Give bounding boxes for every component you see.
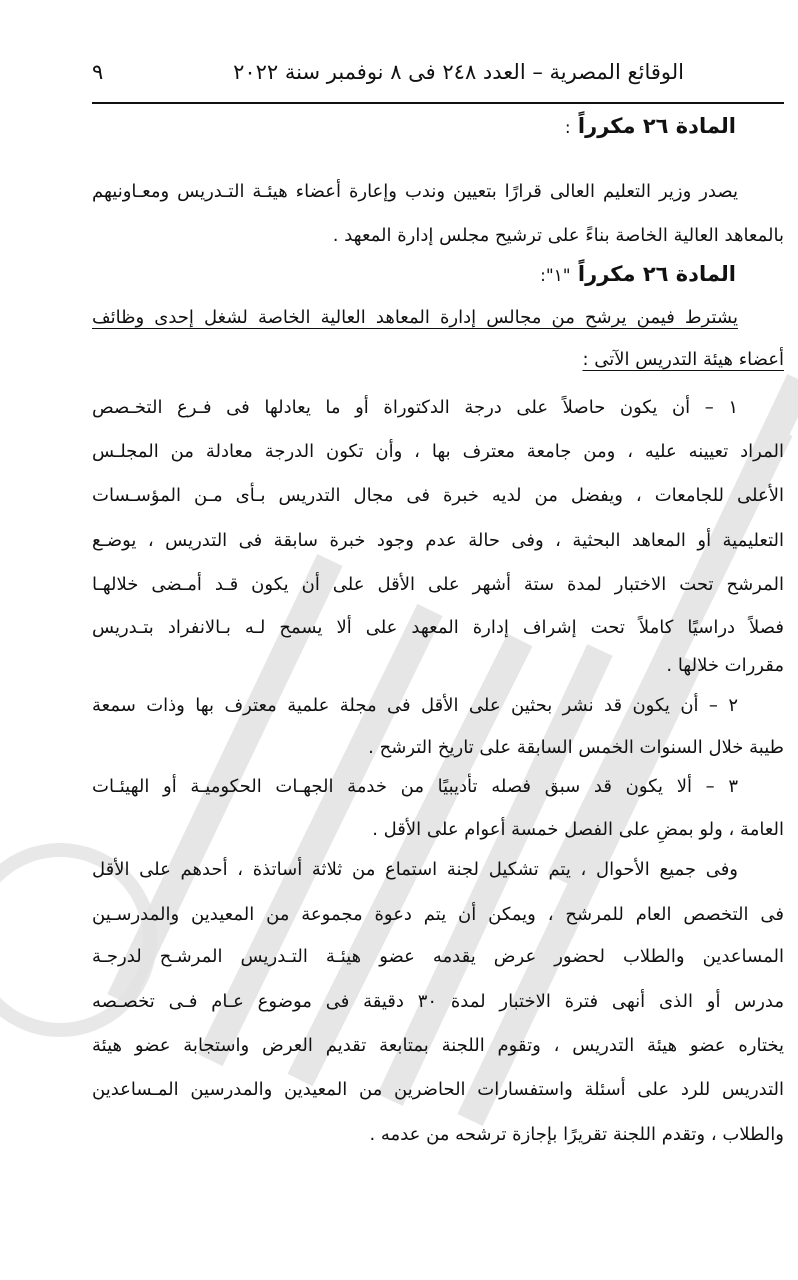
closing-line: والطلاب ، وتقدم اللجنة تقريرًا بإجازة ترشحه من عدمه .	[369, 1124, 784, 1145]
item-line: ١ – أن يكون حاصلاً على درجة الدكتوراة أو ما يعادلها فى فـرع التخـصص	[92, 397, 738, 418]
item-line: التعليمية أو المعاهد البحثية ، وفى حالة عدم وجود خبرة سابقة فى التدريس ، يوضـع	[92, 530, 784, 551]
item-line: الأعلى للجامعات ، ويفضل من لديه خبرة فى مجال التدريس بـأى مـن المؤسـسات	[92, 485, 784, 506]
closing-line: المساعدين والطلاب لحضور عرض يقدمه عضو هيئـة التـدريس المرشـح لدرجـة	[92, 946, 784, 967]
article-heading	[540, 262, 736, 286]
header-rule	[92, 102, 784, 104]
item-line: ٢ – أن يكون قد نشر بحثين على الأقل فى مجلة علمية معترف بها وذات سمعة	[92, 695, 738, 716]
paragraph-line: يصدر وزير التعليم العالى قرارًا بتعيين وندب وإعارة أعضاء هيئـة التـدريس ومعـاونيهم	[92, 181, 738, 202]
heading-suffix: :	[564, 118, 571, 138]
paragraph-line: بالمعاهد العالية الخاصة بناءً على ترشيح مجلس إدارة المعهد .	[332, 225, 784, 246]
item-line: المرشح تحت الاختبار لمدة ستة أشهر على الأقل على أن يكون قـد أمـضى خلالهـا	[92, 574, 784, 595]
page-number: ٩	[92, 60, 104, 84]
closing-line: التدريس للرد على أسئلة واستفسارات الحاضرين من المعيدين والمدرسين المـساعدين	[92, 1079, 784, 1100]
closing-line: فى التخصص العام للمرشح ، ويمكن أن يتم دعوة مجموعة من المعيدين والمدرسـين	[92, 904, 784, 925]
item-line: فصلاً دراسيًا كاملاً تحت إشراف إدارة المعهد على ألا يسمح لـه بـالانفراد بتـدريس	[92, 617, 784, 638]
running-header-title: الوقائع المصرية – العدد ٢٤٨ فى ٨ نوفمبر سنة ٢٠٢٢	[233, 60, 684, 84]
item-line: مقررات خلالها .	[666, 655, 784, 676]
closing-line: يختاره عضو هيئة التدريس ، وتقوم اللجنة بمتابعة تقديم العرض واستجابة عضو هيئة	[92, 1035, 784, 1056]
item-line: طيبة خلال السنوات الخمس السابقة على تاريخ الترشح .	[368, 737, 784, 758]
heading-suffix: "١":	[540, 266, 571, 286]
article-heading	[565, 114, 736, 138]
article-heading-text: المادة ٢٦ مكرراً	[577, 262, 736, 286]
intro-line: يشترط فيمن يرشح من مجالس إدارة المعاهد العالية الخاصة لشغل إحدى وظائف	[92, 307, 738, 328]
item-line: العامة ، ولو بمضِ على الفصل خمسة أعوام على الأقل .	[372, 819, 784, 840]
intro-line: أعضاء هيئة التدريس الآتى :	[582, 349, 784, 370]
closing-line: مدرس أو الذى أنهى فترة الاختبار لمدة ٣٠ دقيقة فى موضوع عـام فـى تخصـصه	[92, 991, 785, 1012]
article-heading-text: المادة ٢٦ مكرراً	[577, 114, 736, 138]
closing-line: وفى جميع الأحوال ، يتم تشكيل لجنة استماع من ثلاثة أساتذة ، أحدهم على الأقل	[92, 859, 738, 880]
item-line: ٣ – ألا يكون قد سبق فصله تأديبيًا من خدمة الجهـات الحكوميـة أو الهيئـات	[92, 776, 738, 797]
item-line: المراد تعيينه عليه ، ومن جامعة معترف بها ، وأن تكون الدرجة معادلة من المجلـس	[92, 441, 784, 462]
